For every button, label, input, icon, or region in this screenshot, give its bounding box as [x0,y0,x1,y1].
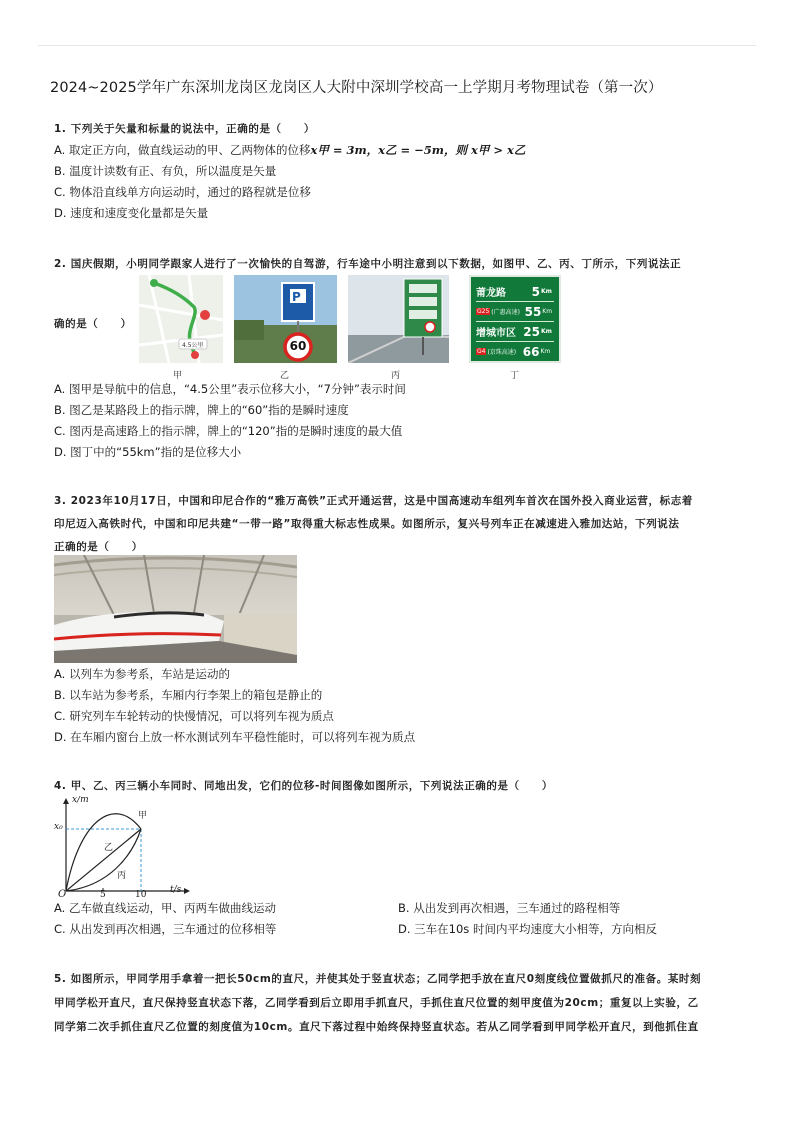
displacement-time-graph [54,796,194,900]
question-3-stem [54,490,754,559]
question-1-option-d[interactable]: D. 速度和速度变化量都是矢量 [54,206,209,220]
question-3-option-b[interactable]: B. 以车站为参考系，车厢内行李架上的箱包是静止的 [54,688,323,702]
question-4-stem-text: 4. 甲、乙、丙三辆小车同时、同地出发，它们的位移-时间图像如图所示，下列说法正确的是（ ） [54,780,554,792]
svg-text:4.5公里: 4.5公里 [182,342,204,349]
question-2-stem-line2 [54,314,132,335]
question-5-line1: 5. 如图所示，甲同学用手拿着一把长50cm的直尺，并使其处于竖直状态；乙同学把手放在直尺0刻度线位置做抓尺的准备。某时刻 [54,973,702,985]
question-1-option-b[interactable]: B. 温度计读数有正、有负，所以温度是矢量 [54,164,277,178]
question-3-stem-line1: 3. 2023年10月17日，中国和印尼合作的“雅万高铁”正式开通运营，这是中国高速动车组列车首次在国外投入商业运营，标志着 [54,495,693,507]
question-1-option-c[interactable]: C. 物体沿直线单方向运动时，通过的路程就是位移 [54,185,311,199]
question-2-option-a[interactable]: A. 图甲是导航中的信息，“4.5公里”表示位移大小，“7分钟”表示时间 [54,382,406,396]
question-3-stem-line3: 正确的是（ ） [54,541,143,553]
question-4-stem [54,776,754,797]
question-5-stem [54,967,754,1039]
question-2-option-b[interactable]: B. 图乙是某路段上的指示牌，牌上的“60”指的是瞬时速度 [54,403,349,417]
caption-yi: 乙 [280,371,290,381]
question-5-line3: 同学第二次手抓住直尺乙位置的刻度值为10cm。直尺下落过程中始终保持竖直状态。若从乙同学看到甲同学松开直尺，到他抓住直 [54,1021,699,1033]
question-5-line2: 甲同学松开直尺，直尺保持竖直状态下落，乙同学看到后立即用手抓直尺，手抓住直尺位置的刻甲度值为20cm；重复以上实验，乙 [54,997,699,1009]
navigation-map-image [139,275,223,363]
question-3-option-d[interactable]: D. 在车厢内窗台上放一杯水测试列车平稳性能时，可以将列车视为质点 [54,730,416,744]
question-2-option-d[interactable]: D. 图丁中的“55km”指的是位移大小 [54,445,242,459]
option-a-math: x甲 = 3m，x乙 = −5m，则 x甲 > x乙 [310,143,526,157]
graph-x-label: t/s [170,885,182,895]
caption-bing: 丙 [391,371,401,381]
caption-jia: 甲 [173,371,183,381]
svg-text:P: P [292,290,301,304]
question-2-stem-line1: 2. 国庆假期，小明同学跟家人进行了一次愉快的自驾游，行车途中小明注意到以下数据，如图甲、乙、丙、丁所示，下列说法正 [54,258,682,270]
highway-sign-photo [348,275,449,363]
caption-ding: 丁 [510,371,520,381]
question-1-stem: 1. 下列关于矢量和标量的说法中，正确的是（ ） [54,123,315,135]
question-1 [54,119,525,224]
option-a-text: A. 取定正方向，做直线运动的甲、乙两物体的位移 [54,143,311,157]
graph-y-label: x/m [72,796,89,805]
board-row-4: G4 (京珠高速) 66 Km [477,344,551,359]
board-row-3: 增城市区 25 Km [476,322,554,342]
distance-board [469,275,561,363]
question-4-option-d[interactable]: D. 三车在10s 时间内平均速度大小相等，方向相反 [398,922,657,936]
graph-x-tick-5: 5 [100,890,106,900]
question-2-stem-text: 确的是（ ） [54,318,132,330]
curve-label-jia: 甲 [138,811,148,821]
graph-x-tick-10: 10 [135,890,147,900]
question-3-stem-line2: 印尼迈入高铁时代，中国和印尼共建“一带一路”取得重大标志性成果。如图所示，复兴号列车正在减速进入雅加达站，下列说法 [54,518,680,530]
page-title: 2024~2025学年广东深圳龙岗区龙岗区人大附中深圳学校高一上学期月考物理试卷（第一次） [50,80,663,96]
question-4-option-c[interactable]: C. 从出发到再次相遇，三车通过的位移相等 [54,922,277,936]
board-row-1: 莆龙路 5 Km [476,282,554,302]
question-1-option-a[interactable] [54,140,525,161]
train-station-photo [54,555,297,663]
question-4-option-b[interactable]: B. 从出发到再次相遇，三车通过的路程相等 [398,901,621,915]
question-3-option-c[interactable]: C. 研究列车车轮转动的快慢情况，可以将列车视为质点 [54,709,334,723]
question-4-option-a[interactable]: A. 乙车做直线运动，甲、丙两车做曲线运动 [54,901,276,915]
board-row-2: G25 (广惠高速) 55 Km [476,302,554,322]
question-2-options [54,379,406,463]
question-3-options [54,664,415,748]
header-divider [38,45,756,46]
curve-label-bing: 丙 [117,871,127,881]
speed-sign-photo [234,275,337,363]
question-3-option-a[interactable]: A. 以列车为参考系，车站是运动的 [54,667,230,681]
question-2-option-c[interactable]: C. 图丙是高速路上的指示牌，牌上的“120”指的是瞬时速度的最大值 [54,424,403,438]
graph-origin: O [58,889,67,900]
question-2-stem [54,254,754,275]
graph-y-tick: x₀ [54,822,63,832]
curve-label-yi: 乙 [104,843,114,853]
speed-limit-value: 60 [289,339,307,353]
